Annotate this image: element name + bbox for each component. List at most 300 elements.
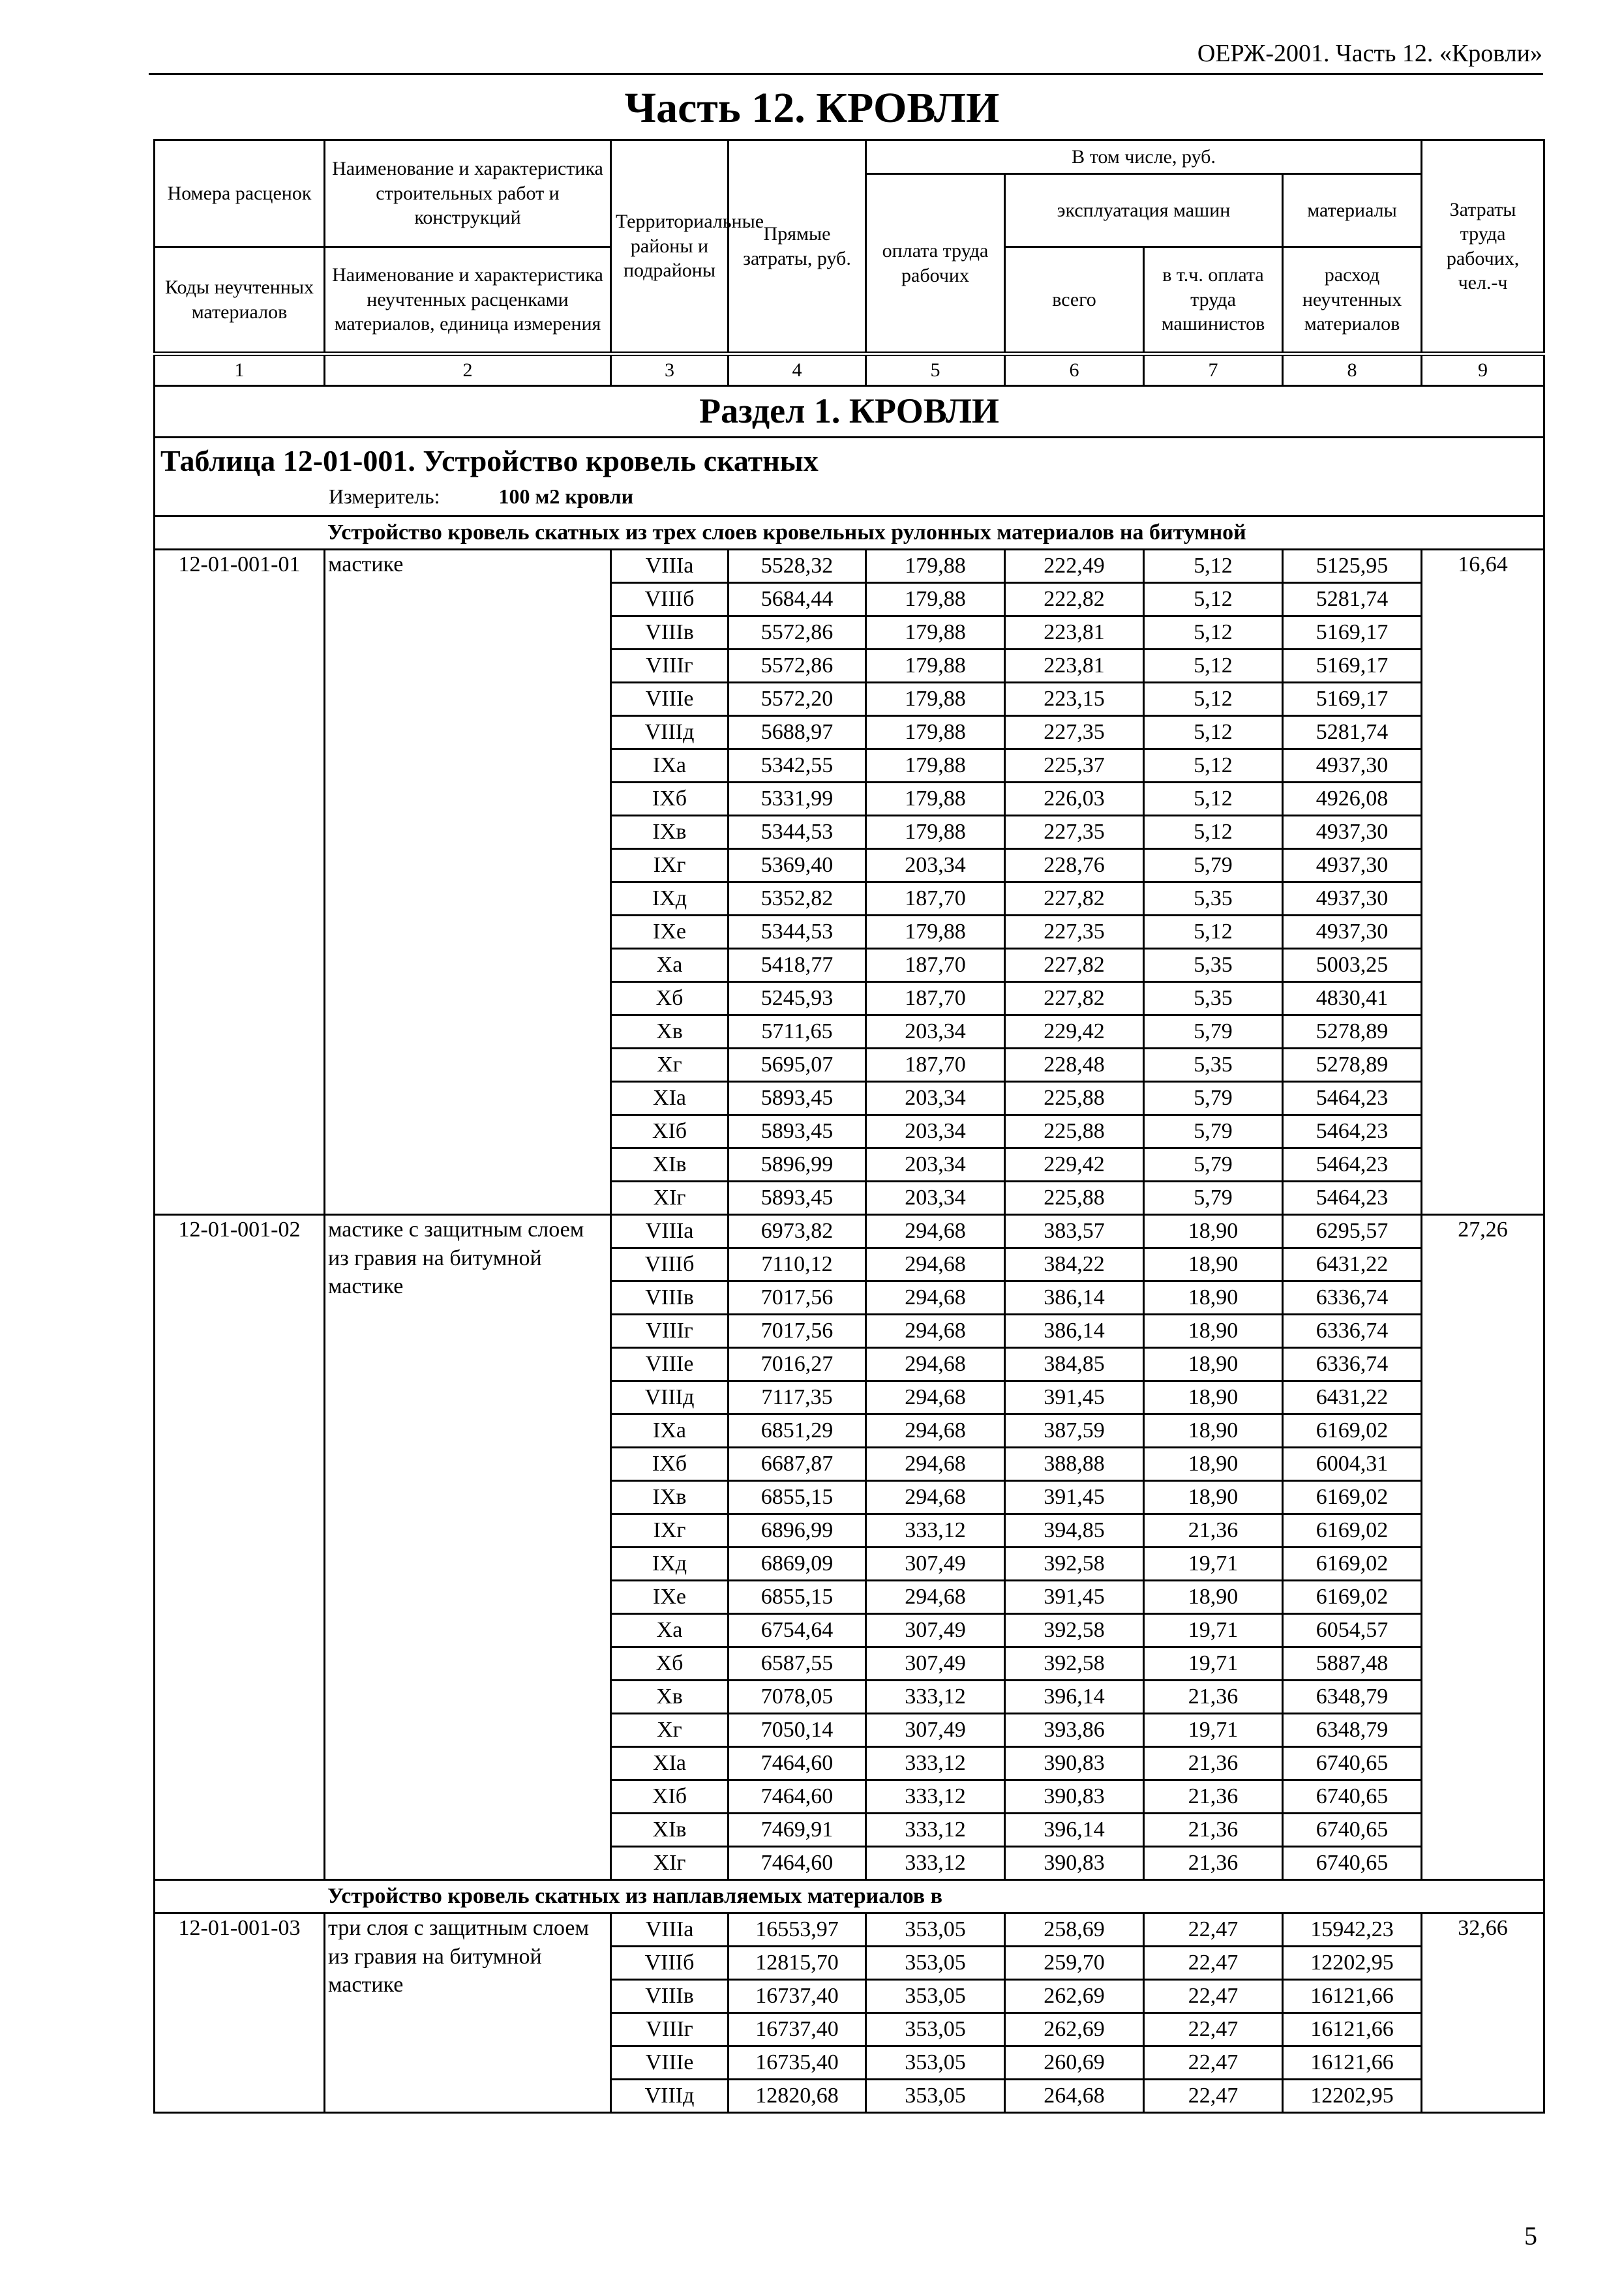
worker-pay: 203,34 [866, 1082, 1005, 1115]
machines-total: 262,69 [1005, 1980, 1144, 2013]
column-number: 8 [1283, 354, 1422, 386]
materials-cost: 5887,48 [1283, 1647, 1422, 1681]
labor-hours: 27,26 [1422, 1215, 1544, 1880]
worker-pay: 307,49 [866, 1647, 1005, 1681]
machinist-pay: 5,12 [1144, 550, 1283, 583]
worker-pay: 203,34 [866, 1015, 1005, 1049]
machines-total: 392,58 [1005, 1614, 1144, 1647]
direct-costs: 7016,27 [729, 1348, 866, 1381]
machines-total: 386,14 [1005, 1315, 1144, 1348]
territorial-region: VIIIг [611, 650, 729, 683]
page-title: Часть 12. КРОВЛИ [624, 84, 1000, 132]
territorial-region: VIIIе [611, 1348, 729, 1381]
materials-cost: 6169,02 [1283, 1548, 1422, 1581]
worker-pay: 294,68 [866, 1215, 1005, 1248]
territorial-region: VIIIв [611, 1281, 729, 1315]
materials-cost: 6004,31 [1283, 1448, 1422, 1481]
worker-pay: 333,12 [866, 1814, 1005, 1847]
worker-pay: 307,49 [866, 1548, 1005, 1581]
machines-total: 227,35 [1005, 716, 1144, 749]
territorial-region: IXа [611, 1414, 729, 1448]
territorial-region: VIIIа [611, 1215, 729, 1248]
machinist-pay: 5,79 [1144, 1015, 1283, 1049]
machines-total: 384,85 [1005, 1348, 1144, 1381]
direct-costs: 7078,05 [729, 1681, 866, 1714]
direct-costs: 5352,82 [729, 882, 866, 916]
machines-total: 227,82 [1005, 949, 1144, 982]
measure-line [160, 483, 1538, 510]
territorial-region: IXг [611, 849, 729, 882]
column-number: 3 [611, 354, 729, 386]
machines-total: 262,69 [1005, 2013, 1144, 2046]
rate-description: мастике [325, 550, 611, 1215]
direct-costs: 5418,77 [729, 949, 866, 982]
machinist-pay: 5,12 [1144, 783, 1283, 816]
header-labor-costs: Затраты труда рабочих, чел.-ч [1422, 140, 1544, 354]
machines-total: 225,37 [1005, 749, 1144, 783]
machinist-pay: 21,36 [1144, 1514, 1283, 1548]
worker-pay: 203,34 [866, 1148, 1005, 1182]
territorial-region: VIIIг [611, 2013, 729, 2046]
worker-pay: 294,68 [866, 1481, 1005, 1514]
machines-total: 396,14 [1005, 1681, 1144, 1714]
direct-costs: 5893,45 [729, 1082, 866, 1115]
materials-cost: 5125,95 [1283, 550, 1422, 583]
column-number: 6 [1005, 354, 1144, 386]
territorial-region: VIIIб [611, 583, 729, 616]
machinist-pay: 22,47 [1144, 1947, 1283, 1980]
worker-pay: 179,88 [866, 916, 1005, 949]
machines-total: 386,14 [1005, 1281, 1144, 1315]
direct-costs: 6851,29 [729, 1414, 866, 1448]
materials-cost: 4937,30 [1283, 882, 1422, 916]
direct-costs: 5684,44 [729, 583, 866, 616]
direct-costs: 6869,09 [729, 1548, 866, 1581]
worker-pay: 294,68 [866, 1381, 1005, 1414]
table-title-cell [155, 438, 1544, 516]
direct-costs: 7050,14 [729, 1714, 866, 1747]
direct-costs: 6587,55 [729, 1647, 866, 1681]
direct-costs: 16735,40 [729, 2046, 866, 2080]
worker-pay: 187,70 [866, 949, 1005, 982]
machines-total: 223,81 [1005, 650, 1144, 683]
column-numbers-row [155, 354, 1544, 386]
territorial-region: Xб [611, 1647, 729, 1681]
direct-costs: 12820,68 [729, 2080, 866, 2113]
rate-description: мастике с защитным слоем из гравия на битумной мастике [325, 1215, 611, 1880]
materials-cost: 16121,66 [1283, 2046, 1422, 2080]
labor-hours: 16,64 [1422, 550, 1544, 1215]
materials-cost: 4830,41 [1283, 982, 1422, 1015]
machinist-pay: 5,35 [1144, 949, 1283, 982]
materials-cost: 4937,30 [1283, 749, 1422, 783]
machines-total: 223,15 [1005, 683, 1144, 716]
territorial-region: XIб [611, 1780, 729, 1814]
machines-total: 259,70 [1005, 1947, 1144, 1980]
machinist-pay: 21,36 [1144, 1747, 1283, 1780]
materials-cost: 6740,65 [1283, 1747, 1422, 1780]
worker-pay: 179,88 [866, 816, 1005, 849]
materials-cost: 5281,74 [1283, 583, 1422, 616]
machines-total: 383,57 [1005, 1215, 1144, 1248]
direct-costs: 5688,97 [729, 716, 866, 749]
territorial-region: VIIIд [611, 716, 729, 749]
direct-costs: 7464,60 [729, 1847, 866, 1880]
territorial-region: Xа [611, 1614, 729, 1647]
machinist-pay: 18,90 [1144, 1215, 1283, 1248]
materials-cost: 5281,74 [1283, 716, 1422, 749]
machinist-pay: 22,47 [1144, 2080, 1283, 2113]
worker-pay: 294,68 [866, 1248, 1005, 1281]
machinist-pay: 5,12 [1144, 916, 1283, 949]
territorial-region: IXв [611, 816, 729, 849]
machinist-pay: 18,90 [1144, 1348, 1283, 1381]
machines-total: 391,45 [1005, 1481, 1144, 1514]
direct-costs: 5572,86 [729, 650, 866, 683]
materials-cost: 4937,30 [1283, 849, 1422, 882]
machines-total: 225,88 [1005, 1182, 1144, 1215]
territorial-region: IXв [611, 1481, 729, 1514]
machines-total: 227,35 [1005, 816, 1144, 849]
machines-total: 387,59 [1005, 1414, 1144, 1448]
materials-cost: 5278,89 [1283, 1049, 1422, 1082]
machines-total: 228,48 [1005, 1049, 1144, 1082]
materials-cost: 5169,17 [1283, 650, 1422, 683]
machines-total: 229,42 [1005, 1015, 1144, 1049]
machines-total: 225,88 [1005, 1115, 1144, 1148]
territorial-region: Xв [611, 1681, 729, 1714]
worker-pay: 179,88 [866, 716, 1005, 749]
materials-cost: 6348,79 [1283, 1681, 1422, 1714]
machines-total: 384,22 [1005, 1248, 1144, 1281]
machines-total: 227,82 [1005, 882, 1144, 916]
machinist-pay: 5,79 [1144, 1082, 1283, 1115]
machinist-pay: 19,71 [1144, 1614, 1283, 1647]
header-rate-numbers: Номера расценок [155, 140, 325, 247]
machines-total: 391,45 [1005, 1581, 1144, 1614]
territorial-region: VIIIа [611, 550, 729, 583]
worker-pay: 353,05 [866, 1980, 1005, 2013]
header-including: В том числе, руб. [866, 140, 1422, 174]
materials-cost: 6169,02 [1283, 1414, 1422, 1448]
direct-costs: 5893,45 [729, 1182, 866, 1215]
territorial-region: Xг [611, 1714, 729, 1747]
territorial-region: IXд [611, 1548, 729, 1581]
direct-costs: 7469,91 [729, 1814, 866, 1847]
column-number: 4 [729, 354, 866, 386]
header-worker-pay: оплата труда рабочих [866, 174, 1005, 354]
materials-cost: 5169,17 [1283, 616, 1422, 650]
machinist-pay: 22,47 [1144, 2013, 1283, 2046]
direct-costs: 5896,99 [729, 1148, 866, 1182]
direct-costs: 5342,55 [729, 749, 866, 783]
direct-costs: 5711,65 [729, 1015, 866, 1049]
machinist-pay: 5,79 [1144, 1148, 1283, 1182]
territorial-region: IXе [611, 916, 729, 949]
column-number: 5 [866, 354, 1005, 386]
machines-total: 222,49 [1005, 550, 1144, 583]
territorial-region: IXе [611, 1581, 729, 1614]
territorial-region: VIIIе [611, 683, 729, 716]
machinist-pay: 18,90 [1144, 1381, 1283, 1414]
territorial-region: VIIIв [611, 1980, 729, 2013]
territorial-region: VIIIб [611, 1248, 729, 1281]
column-number: 9 [1422, 354, 1544, 386]
materials-cost: 6054,57 [1283, 1614, 1422, 1647]
worker-pay: 353,05 [866, 2080, 1005, 2113]
machines-total: 396,14 [1005, 1814, 1144, 1847]
territorial-region: VIIIд [611, 2080, 729, 2113]
direct-costs: 7117,35 [729, 1381, 866, 1414]
subheader-text: Устройство кровель скатных из наплавляемых материалов в [155, 1880, 1544, 1913]
direct-costs: 6687,87 [729, 1448, 866, 1481]
territorial-region: VIIIб [611, 1947, 729, 1980]
territorial-region: Xг [611, 1049, 729, 1082]
territorial-region: IXд [611, 882, 729, 916]
subheader-row [155, 516, 1544, 550]
machines-total: 394,85 [1005, 1514, 1144, 1548]
territorial-region: VIIIг [611, 1315, 729, 1348]
worker-pay: 353,05 [866, 1947, 1005, 1980]
direct-costs: 5572,20 [729, 683, 866, 716]
worker-pay: 203,34 [866, 849, 1005, 882]
machinist-pay: 18,90 [1144, 1281, 1283, 1315]
materials-cost: 6169,02 [1283, 1581, 1422, 1614]
machinist-pay: 18,90 [1144, 1448, 1283, 1481]
worker-pay: 294,68 [866, 1448, 1005, 1481]
territorial-region: IXг [611, 1514, 729, 1548]
machinist-pay: 22,47 [1144, 1913, 1283, 1947]
materials-cost: 6431,22 [1283, 1248, 1422, 1281]
machinist-pay: 5,35 [1144, 1049, 1283, 1082]
machinist-pay: 18,90 [1144, 1581, 1283, 1614]
machines-total: 225,88 [1005, 1082, 1144, 1115]
materials-cost: 6740,65 [1283, 1847, 1422, 1880]
materials-cost: 5464,23 [1283, 1082, 1422, 1115]
machines-total: 390,83 [1005, 1780, 1144, 1814]
territorial-region: Xа [611, 949, 729, 982]
machines-total: 388,88 [1005, 1448, 1144, 1481]
worker-pay: 203,34 [866, 1182, 1005, 1215]
worker-pay: 294,68 [866, 1281, 1005, 1315]
materials-cost: 16121,66 [1283, 2013, 1422, 2046]
territorial-region: XIг [611, 1182, 729, 1215]
direct-costs: 6973,82 [729, 1215, 866, 1248]
worker-pay: 353,05 [866, 2013, 1005, 2046]
materials-cost: 4937,30 [1283, 916, 1422, 949]
materials-cost: 6740,65 [1283, 1814, 1422, 1847]
territorial-region: Xб [611, 982, 729, 1015]
materials-cost: 6169,02 [1283, 1514, 1422, 1548]
machinist-pay: 5,12 [1144, 616, 1283, 650]
materials-cost: 4937,30 [1283, 816, 1422, 849]
direct-costs: 7017,56 [729, 1315, 866, 1348]
header-unaccounted-materials: расход неучтенных материалов [1283, 247, 1422, 354]
worker-pay: 179,88 [866, 749, 1005, 783]
direct-costs: 6855,15 [729, 1581, 866, 1614]
measure-value: 100 м2 кровли [498, 484, 633, 508]
materials-cost: 15942,23 [1283, 1913, 1422, 1947]
worker-pay: 307,49 [866, 1714, 1005, 1747]
section-title: Раздел 1. КРОВЛИ [155, 386, 1544, 438]
machinist-pay: 19,71 [1144, 1714, 1283, 1747]
page-number: 5 [1524, 2221, 1537, 2251]
subheader-text: Устройство кровель скатных из трех слоев кровельных рулонных материалов на битумной [155, 516, 1544, 550]
direct-costs: 5695,07 [729, 1049, 866, 1082]
machinist-pay: 18,90 [1144, 1414, 1283, 1448]
territorial-region: Xв [611, 1015, 729, 1049]
territorial-region: XIа [611, 1747, 729, 1780]
header-rule [149, 73, 1543, 75]
territorial-region: VIIIе [611, 2046, 729, 2080]
machines-total: 260,69 [1005, 2046, 1144, 2080]
header-machine-operation: эксплуатация машин [1005, 174, 1283, 247]
machines-total: 391,45 [1005, 1381, 1144, 1414]
direct-costs: 6896,99 [729, 1514, 866, 1548]
machinist-pay: 18,90 [1144, 1315, 1283, 1348]
materials-cost: 6169,02 [1283, 1481, 1422, 1514]
machines-total: 227,35 [1005, 916, 1144, 949]
direct-costs: 12815,70 [729, 1947, 866, 1980]
materials-cost: 16121,66 [1283, 1980, 1422, 2013]
direct-costs: 5344,53 [729, 916, 866, 949]
measure-label: Измеритель: [329, 484, 440, 508]
materials-cost: 6295,57 [1283, 1215, 1422, 1248]
worker-pay: 333,12 [866, 1514, 1005, 1548]
direct-costs: 5369,40 [729, 849, 866, 882]
machinist-pay: 5,12 [1144, 683, 1283, 716]
machinist-pay: 21,36 [1144, 1814, 1283, 1847]
materials-cost: 5464,23 [1283, 1115, 1422, 1148]
machines-total: 227,82 [1005, 982, 1144, 1015]
machinist-pay: 5,35 [1144, 982, 1283, 1015]
subheader-row [155, 1880, 1544, 1913]
worker-pay: 294,68 [866, 1348, 1005, 1381]
worker-pay: 353,05 [866, 1913, 1005, 1947]
machinist-pay: 18,90 [1144, 1481, 1283, 1514]
materials-cost: 5169,17 [1283, 683, 1422, 716]
territorial-region: XIв [611, 1814, 729, 1847]
rate-description: три слоя с защитным слоем из гравия на битумной мастике [325, 1913, 611, 2113]
header-machines-total: всего [1005, 247, 1144, 354]
worker-pay: 179,88 [866, 550, 1005, 583]
direct-costs: 6754,64 [729, 1614, 866, 1647]
worker-pay: 187,70 [866, 882, 1005, 916]
machinist-pay: 5,79 [1144, 1115, 1283, 1148]
worker-pay: 187,70 [866, 982, 1005, 1015]
table-title: Таблица 12-01-001. Устройство кровель скатных [160, 444, 819, 477]
direct-costs: 7464,60 [729, 1747, 866, 1780]
materials-cost: 6336,74 [1283, 1281, 1422, 1315]
materials-cost: 4926,08 [1283, 783, 1422, 816]
direct-costs: 5245,93 [729, 982, 866, 1015]
table-row [155, 1913, 1544, 1947]
territorial-region: IXб [611, 1448, 729, 1481]
direct-costs: 16737,40 [729, 2013, 866, 2046]
header-work-name: Наименование и характеристика строительных работ и конструкций [325, 140, 611, 247]
rates-table [153, 139, 1545, 2114]
machines-total: 393,86 [1005, 1714, 1144, 1747]
worker-pay: 179,88 [866, 683, 1005, 716]
worker-pay: 294,68 [866, 1315, 1005, 1348]
direct-costs: 5893,45 [729, 1115, 866, 1148]
materials-cost: 6336,74 [1283, 1315, 1422, 1348]
materials-cost: 6431,22 [1283, 1381, 1422, 1414]
territorial-region: IXа [611, 749, 729, 783]
machines-total: 392,58 [1005, 1647, 1144, 1681]
header-machinist-pay: в т.ч. оплата труда машинистов [1144, 247, 1283, 354]
territorial-region: IXб [611, 783, 729, 816]
materials-cost: 5278,89 [1283, 1015, 1422, 1049]
territorial-region: VIIIв [611, 616, 729, 650]
column-number: 1 [155, 354, 325, 386]
machinist-pay: 5,12 [1144, 583, 1283, 616]
machinist-pay: 22,47 [1144, 1980, 1283, 2013]
materials-cost: 5464,23 [1283, 1182, 1422, 1215]
worker-pay: 333,12 [866, 1847, 1005, 1880]
machinist-pay: 21,36 [1144, 1847, 1283, 1880]
worker-pay: 187,70 [866, 1049, 1005, 1082]
machinist-pay: 5,12 [1144, 749, 1283, 783]
worker-pay: 294,68 [866, 1414, 1005, 1448]
direct-costs: 6855,15 [729, 1481, 866, 1514]
direct-costs: 7110,12 [729, 1248, 866, 1281]
territorial-region: VIIIд [611, 1381, 729, 1414]
machines-total: 228,76 [1005, 849, 1144, 882]
worker-pay: 179,88 [866, 583, 1005, 616]
rate-code: 12-01-001-03 [155, 1913, 325, 2113]
worker-pay: 203,34 [866, 1115, 1005, 1148]
machinist-pay: 18,90 [1144, 1248, 1283, 1281]
machinist-pay: 5,12 [1144, 816, 1283, 849]
header-territorial-regions: Территориальные районы и подрайоны [611, 140, 729, 354]
machines-total: 392,58 [1005, 1548, 1144, 1581]
machinist-pay: 5,35 [1144, 882, 1283, 916]
machinist-pay: 5,79 [1144, 1182, 1283, 1215]
materials-cost: 12202,95 [1283, 2080, 1422, 2113]
worker-pay: 333,12 [866, 1681, 1005, 1714]
machinist-pay: 5,79 [1144, 849, 1283, 882]
machinist-pay: 21,36 [1144, 1780, 1283, 1814]
materials-cost: 5464,23 [1283, 1148, 1422, 1182]
territorial-region: VIIIа [611, 1913, 729, 1947]
column-number: 7 [1144, 354, 1283, 386]
territorial-region: XIа [611, 1082, 729, 1115]
table-row [155, 1215, 1544, 1248]
machines-total: 390,83 [1005, 1747, 1144, 1780]
column-number: 2 [325, 354, 611, 386]
worker-pay: 179,88 [866, 650, 1005, 683]
worker-pay: 353,05 [866, 2046, 1005, 2080]
direct-costs: 5331,99 [729, 783, 866, 816]
machines-total: 226,03 [1005, 783, 1144, 816]
materials-cost: 6336,74 [1283, 1348, 1422, 1381]
direct-costs: 5344,53 [729, 816, 866, 849]
machinist-pay: 19,71 [1144, 1647, 1283, 1681]
machinist-pay: 5,12 [1144, 716, 1283, 749]
worker-pay: 333,12 [866, 1747, 1005, 1780]
direct-costs: 5528,32 [729, 550, 866, 583]
table-row [155, 550, 1544, 583]
territorial-region: XIв [611, 1148, 729, 1182]
machines-total: 390,83 [1005, 1847, 1144, 1880]
worker-pay: 179,88 [866, 616, 1005, 650]
direct-costs: 16737,40 [729, 1980, 866, 2013]
running-header: ОЕРЖ-2001. Часть 12. «Кровли» [1197, 40, 1542, 67]
header-material-codes: Коды неучтенных материалов [155, 247, 325, 354]
worker-pay: 307,49 [866, 1614, 1005, 1647]
machinist-pay: 5,12 [1144, 650, 1283, 683]
